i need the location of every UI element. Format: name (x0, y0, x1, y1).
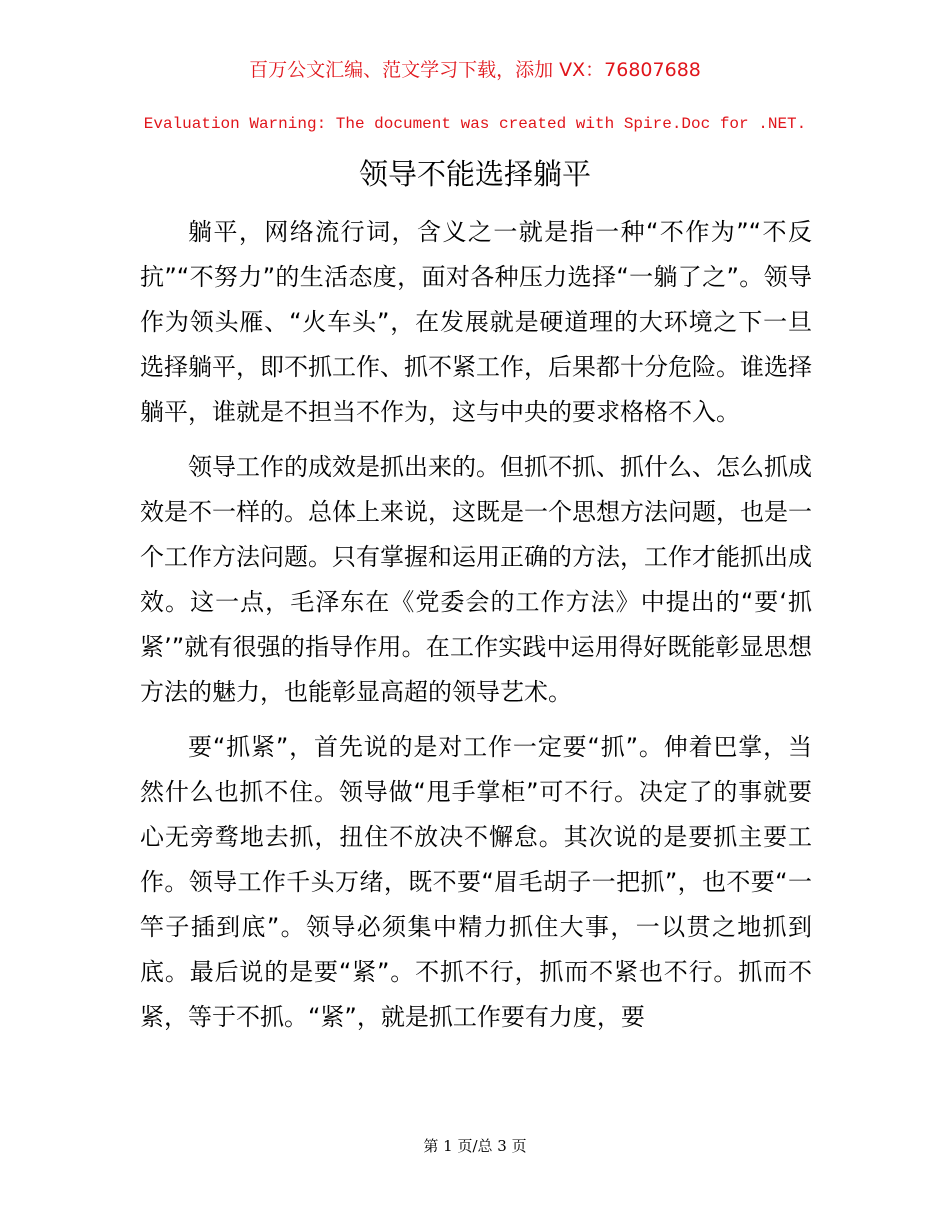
document-body (140, 210, 812, 1050)
paragraph-3: 要“抓紧”，首先说的是对工作一定要“抓”。伸着巴掌，当然什么也抓不住。领导做“甩手掌柜”可不行。决定了的事就要心无旁骛地去抓，扭住不放决不懈怠。其次说的是要抓主要工作。领导工作千头万绪，既不要“眉毛胡子一把抓”，也不要“一竿子插到底”。领导必须集中精力抓住大事，一以贯之地抓到底。最后说的是要“紧”。不抓不行，抓而不紧也不行。抓而不紧，等于不抓。“紧”，就是抓工作要有力度，要 (140, 733, 812, 1031)
document-title: 领导不能选择躺平 (358, 157, 591, 191)
paragraph-2: 领导工作的成效是抓出来的。但抓不抓、抓什么、怎么抓成效是不一样的。总体上来说，这既是一个思想方法问题，也是一个工作方法问题。只有掌握和运用正确的方法，工作才能抓出成效。这一点，毛泽东在《党委会的工作方法》中提出的“要‘抓紧’”就有很强的指导作用。在工作实践中运用得好既能彰显思想方法的魅力，也能彰显高超的领导艺术。 (140, 453, 812, 706)
paragraph-1: 躺平，网络流行词，含义之一就是指一种“不作为”“不反抗”“不努力”的生活态度，面对各种压力选择“一躺了之”。领导作为领头雁、“火车头”，在发展就是硬道理的大环境之下一旦选择躺平，即不抓工作、抓不紧工作，后果都十分危险。谁选择躺平，谁就是不担当不作为，这与中央的要求格格不入。 (140, 218, 812, 426)
page-number: 第 1 页/总 3 页 (423, 1137, 527, 1155)
download-banner: 百万公文汇编、范文学习下载，添加 VX：76807688 (249, 59, 701, 81)
evaluation-warning: Evaluation Warning: The document was created with Spire.Doc for .NET. (143, 115, 807, 133)
